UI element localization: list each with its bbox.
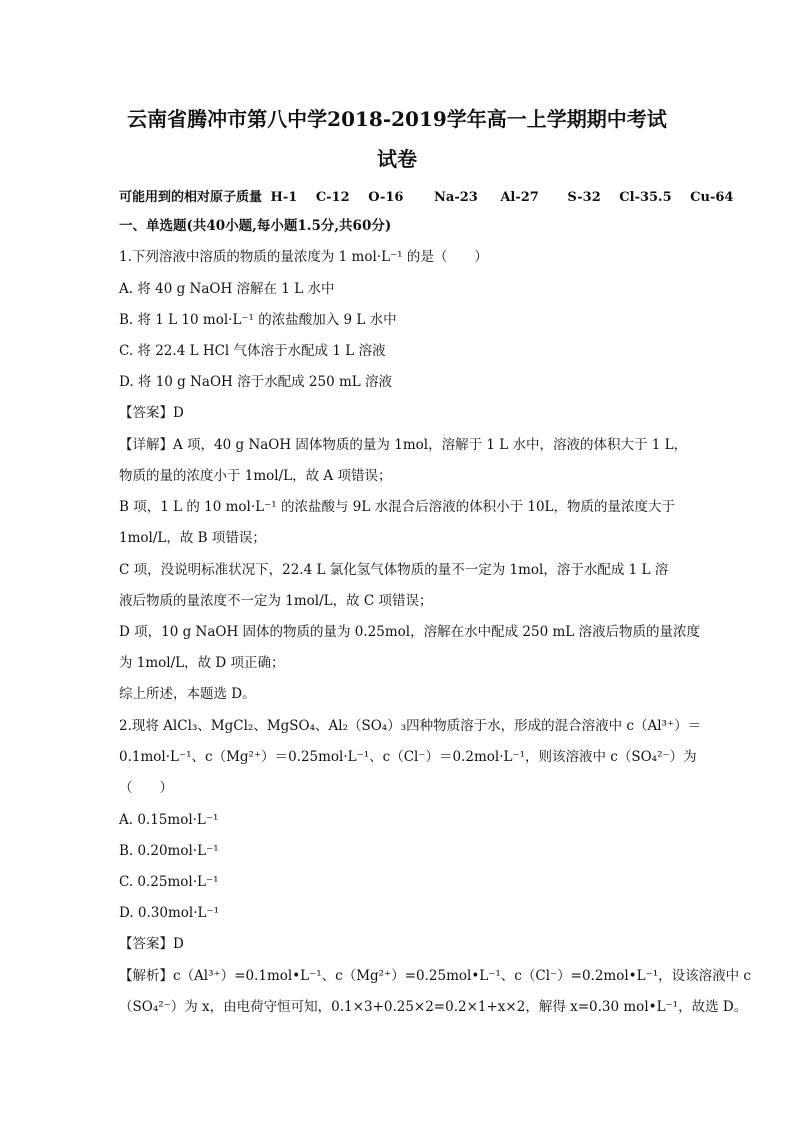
atomic-mass-item: Cl-35.5: [619, 190, 672, 205]
exam-title-line-1: 云南省腾冲市第八中学2018-2019学年高一上学期期中考试: [127, 107, 667, 131]
atomic-mass-item: Cu-64: [690, 190, 734, 205]
q1-explanation-line: B 项，1 L 的 10 mol·L⁻¹ 的浓盐酸与 9L 水混合后溶液的体积小于 10L，物质的量浓度大于: [119, 499, 676, 515]
q2-explanation-line: （SO₄²⁻）为 x，由电荷守恒可知，0.1×3+0.25×2=0.2×1+x×2，解得 x=0.30 mol•L⁻¹，故选 D。: [119, 999, 748, 1015]
q2-stem-line: 0.1mol·L⁻¹、c（Mg²⁺）＝0.25mol·L⁻¹、c（Cl⁻）＝0.2mol·L⁻¹，则该溶液中 c（SO₄²⁻）为: [119, 749, 697, 765]
q1-explanation-line: 物质的量的浓度小于 1mol/L，故 A 项错误；: [119, 468, 392, 484]
q1-explanation-line: 液后物质的量浓度不一定为 1mol/L，故 C 项错误；: [119, 593, 433, 609]
section-heading: 一、单选题(共40小题,每小题1.5分,共60分): [119, 218, 392, 234]
q1-explanation-line: 【详解】A 项，40 g NaOH 固体物质的量为 1mol，溶解于 1 L 水中，溶液的体积大于 1 L，: [119, 437, 688, 453]
atomic-mass-item: Al-27: [500, 190, 539, 205]
atomic-mass-label: 可能用到的相对原子质量: [119, 190, 263, 205]
exam-title-line-2: 试卷: [377, 147, 417, 171]
q2-stem-line: （ ）: [119, 780, 173, 796]
atomic-mass-item: H-1: [270, 190, 298, 205]
q1-option-b: B. 将 1 L 10 mol·L⁻¹ 的浓盐酸加入 9 L 水中: [119, 312, 397, 328]
q1-option-a: A. 将 40 g NaOH 溶解在 1 L 水中: [119, 281, 335, 297]
q1-stem: 1.下列溶液中溶质的物质的量浓度为 1 mol·L⁻¹ 的是（ ）: [119, 249, 488, 265]
q2-stem-line: 2.现将 AlCl₃、MgCl₂、MgSO₄、Al₂（SO₄）₃四种物质溶于水，形成的混合溶液中 c（Al³⁺）＝: [119, 718, 702, 734]
q2-option-b: B. 0.20mol·L⁻¹: [119, 843, 219, 859]
q1-option-c: C. 将 22.4 L HCl 气体溶于水配成 1 L 溶液: [119, 343, 386, 359]
q1-explanation-line: C 项，没说明标准状况下，22.4 L 氯化氢气体物质的量不一定为 1mol，溶于水配成 1 L 溶: [119, 562, 669, 578]
q1-explanation-line: D 项，10 g NaOH 固体的物质的量为 0.25mol，溶解在水中配成 250 mL 溶液后物质的量浓度: [119, 624, 701, 640]
q1-option-d: D. 将 10 g NaOH 溶于水配成 250 mL 溶液: [119, 374, 393, 390]
q1-explanation-line: 为 1mol/L，故 D 项正确；: [119, 655, 285, 671]
q1-explanation-line: 综上所述，本题选 D。: [119, 686, 256, 702]
q1-answer: 【答案】D: [119, 405, 184, 421]
q2-option-d: D. 0.30mol·L⁻¹: [119, 905, 220, 921]
q2-explanation-line: 【解析】c（Al³⁺）=0.1mol•L⁻¹、c（Mg²⁺）=0.25mol•L⁻¹、c（Cl⁻）=0.2mol•L⁻¹，设该溶液中 c: [119, 968, 751, 984]
atomic-mass-line: [119, 186, 733, 205]
atomic-mass-item: S-32: [567, 190, 601, 205]
q2-answer: 【答案】D: [119, 936, 184, 952]
q2-option-a: A. 0.15mol·L⁻¹: [119, 812, 219, 828]
atomic-mass-item: O-16: [368, 190, 404, 205]
q2-option-c: C. 0.25mol·L⁻¹: [119, 874, 219, 890]
atomic-mass-item: C-12: [315, 190, 350, 205]
q1-explanation-line: 1mol/L，故 B 项错误；: [119, 530, 266, 546]
atomic-mass-item: Na-23: [434, 190, 478, 205]
